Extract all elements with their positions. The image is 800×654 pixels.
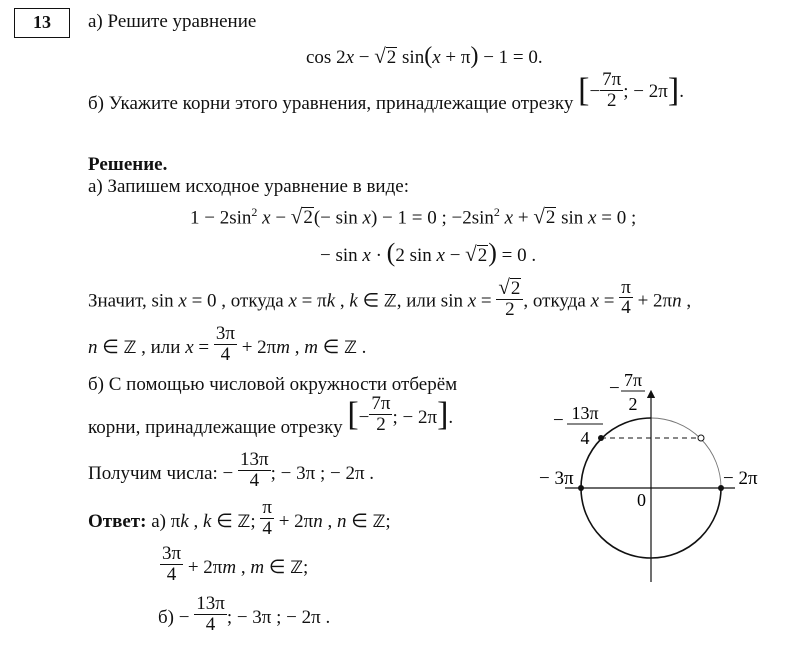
solution-numbers — [88, 449, 375, 495]
math-var: x — [262, 207, 271, 229]
point-open — [698, 435, 704, 441]
seg-rest: ; − 2π — [623, 80, 668, 102]
solution-line-4 — [88, 323, 367, 369]
text: = — [599, 290, 620, 312]
frac-den: 4 — [220, 343, 231, 365]
part-a-label: а) Решите уравнение — [88, 11, 257, 32]
fraction — [369, 394, 392, 435]
bracket-open: [ — [347, 396, 359, 434]
frac-den: 4 — [262, 517, 272, 539]
text: ∈ — [211, 510, 238, 532]
part-b-line — [88, 69, 684, 115]
frac-den: 4 — [249, 469, 260, 491]
math-var: n — [337, 510, 347, 532]
text: + 2π — [236, 336, 277, 358]
frac-den: 2 — [606, 89, 617, 111]
frac-num: 7π — [371, 393, 391, 414]
math-var: m — [276, 336, 291, 358]
sqrt-sign: √ — [290, 204, 303, 229]
text: ; − 3π ; − 2π . — [270, 462, 375, 484]
solution-line-1 — [190, 206, 636, 227]
text: + 2π — [632, 290, 673, 312]
sqrt-arg: 2 — [510, 278, 521, 299]
text: + 2π — [273, 510, 314, 532]
paren: ( — [424, 43, 433, 69]
math-var: m — [250, 556, 265, 578]
point-13pi-4 — [598, 435, 604, 441]
math-var: x — [588, 207, 597, 229]
text: = π — [296, 290, 327, 312]
math-var: x — [504, 207, 514, 229]
fraction — [600, 70, 623, 111]
text: = — [193, 336, 214, 358]
point-minus-3pi — [578, 485, 584, 491]
text: Значит, sin — [88, 290, 179, 312]
exponent: 2 — [251, 205, 258, 219]
text: ; — [303, 556, 309, 578]
sqrt-sign: √ — [498, 275, 510, 299]
math-var: n — [313, 510, 323, 532]
math-text: = 0 ; — [596, 207, 637, 229]
text: а) π — [146, 510, 181, 532]
text: ∈ — [264, 556, 291, 578]
math-text: sin — [556, 207, 589, 229]
eq-text: + π — [440, 47, 471, 68]
text: ∈ — [97, 336, 124, 358]
text: б) − — [158, 606, 195, 628]
label-minus-2pi: − 2π — [723, 468, 758, 489]
math-var: x — [185, 336, 194, 358]
label-top-num: 7π — [623, 372, 643, 390]
sqrt-arg: 2 — [477, 245, 488, 266]
text: корни, принадлежащие отрезку — [88, 416, 348, 438]
text: , — [322, 510, 338, 532]
math-text: − — [444, 245, 466, 266]
text: , или sin — [396, 290, 468, 312]
sqrt-arg: 2 — [386, 47, 397, 68]
text: , откуда — [523, 290, 591, 312]
math-text: 1 − 2sin — [190, 207, 252, 229]
paren: ) — [470, 43, 479, 69]
text: ; − 3π ; − 2π . — [226, 606, 331, 628]
frac-num: 13π — [240, 449, 269, 470]
math-text: ) − 1 = 0 ; −2sin — [370, 207, 494, 229]
label-left-num: 13π — [571, 403, 599, 423]
paren: ( — [386, 238, 396, 267]
label-origin: 0 — [637, 490, 646, 510]
math-text: − — [270, 207, 291, 229]
frac-num — [496, 276, 523, 300]
answer-line-2 — [160, 543, 309, 589]
text: ; — [385, 510, 391, 532]
math-text: = 0 . — [496, 245, 537, 266]
text: . — [356, 336, 367, 358]
circle-arc-thin — [651, 418, 721, 488]
text: − — [358, 406, 370, 428]
fraction — [496, 276, 523, 320]
solution-b-line-2 — [88, 393, 454, 439]
label-top-den: 2 — [628, 394, 638, 414]
math-var: x — [362, 245, 371, 266]
text: , — [681, 290, 692, 312]
label-left-den: 4 — [580, 428, 590, 448]
math-var: k — [349, 290, 358, 312]
math-text: · — [370, 245, 387, 266]
label-top-minus: − — [609, 378, 620, 399]
math-text: (− sin — [313, 207, 363, 229]
solution-a-intro: а) Запишем исходное уравнение в виде: — [88, 176, 409, 197]
fraction — [238, 450, 271, 491]
solution-heading: Решение. — [88, 154, 168, 175]
bracket-close: ] — [667, 72, 680, 110]
math-var: x — [590, 290, 600, 312]
frac-den: 4 — [205, 613, 216, 635]
fraction — [214, 324, 237, 365]
integers-symbol: ℤ — [383, 291, 397, 312]
eq-text: cos 2 — [306, 47, 346, 68]
frac-num: 13π — [196, 593, 225, 614]
sqrt-arg: 2 — [545, 207, 556, 229]
text: . — [448, 406, 454, 428]
frac-num: π — [621, 276, 631, 298]
problem-number: 13 — [14, 8, 70, 38]
text: ; — [250, 510, 261, 532]
solution-b-line-1: б) С помощью числовой окружности отберём — [88, 374, 458, 395]
integers-symbol: ℤ — [290, 557, 304, 578]
text: , — [188, 510, 204, 532]
text: , — [290, 336, 305, 358]
sqrt-sign: √ — [465, 242, 477, 266]
part-b-label: б) Укажите корни этого уравнения, принадлежащие отрезку — [88, 92, 574, 114]
paren: ) — [488, 238, 497, 267]
sqrt-sign: √ — [533, 204, 545, 229]
math-var: k — [203, 510, 212, 532]
math-var: k — [180, 510, 189, 532]
fraction — [194, 594, 227, 635]
frac-num: 7π — [602, 69, 622, 90]
eq-var: x — [345, 47, 355, 68]
text: = 0 , откуда — [186, 290, 289, 312]
integers-symbol: ℤ — [237, 511, 251, 532]
frac-den: 2 — [505, 298, 515, 320]
solution-line-3 — [88, 275, 692, 324]
frac-den: 2 — [376, 413, 386, 435]
solution-line-2 — [320, 240, 536, 266]
math-var: x — [178, 290, 187, 312]
text: ∈ — [357, 290, 384, 312]
text: , — [335, 290, 350, 312]
bracket-open: [ — [578, 72, 590, 110]
eq-text: sin — [397, 47, 425, 68]
text: , или — [136, 336, 186, 358]
frac-num: π — [262, 497, 272, 518]
frac-num: 3π — [162, 543, 182, 564]
integers-symbol: ℤ — [372, 511, 386, 532]
text: ∈ — [346, 510, 373, 532]
text: , — [236, 556, 251, 578]
text: ∈ — [318, 336, 345, 358]
exponent: 2 — [493, 205, 500, 219]
frac-den: 4 — [166, 563, 177, 585]
answer-label: Ответ: — [88, 510, 147, 532]
bracket-close: ] — [437, 396, 449, 434]
seg-minus: − — [589, 80, 601, 102]
math-var: x — [288, 290, 297, 312]
math-text: − sin — [320, 245, 363, 266]
text: ; − 2π — [392, 406, 438, 428]
text: Получим числа: − — [88, 462, 239, 484]
sqrt-sign: √ — [374, 44, 386, 68]
frac-den: 4 — [621, 297, 631, 319]
math-var: n — [672, 290, 682, 312]
math-var: k — [326, 290, 336, 312]
answer-line-3 — [158, 593, 331, 639]
math-var: x — [467, 290, 477, 312]
text: + 2π — [183, 556, 223, 578]
text: = — [476, 290, 497, 312]
fraction — [619, 278, 633, 319]
integers-symbol: ℤ — [123, 337, 137, 358]
eq-text: − — [354, 47, 375, 68]
eq-text: − 1 = 0. — [478, 47, 543, 68]
answer-line-1 — [88, 497, 391, 543]
math-text: 2 sin — [395, 245, 437, 266]
fraction — [260, 498, 274, 539]
integers-symbol: ℤ — [344, 337, 357, 358]
math-var: m — [304, 336, 318, 358]
label-minus-3pi: − 3π — [539, 468, 574, 489]
math-text: + — [513, 207, 534, 229]
frac-num: 3π — [215, 323, 235, 344]
label-left-minus: − — [553, 410, 564, 431]
math-var: n — [88, 336, 98, 358]
sqrt-arg: 2 — [303, 207, 313, 229]
eq-var: x — [432, 47, 441, 68]
math-var: m — [222, 556, 237, 578]
math-var: x — [362, 207, 371, 229]
equation-main — [306, 44, 543, 68]
seg-end: . — [679, 80, 684, 102]
fraction — [160, 544, 183, 585]
math-var: x — [436, 245, 445, 266]
number-circle-diagram — [535, 372, 775, 622]
